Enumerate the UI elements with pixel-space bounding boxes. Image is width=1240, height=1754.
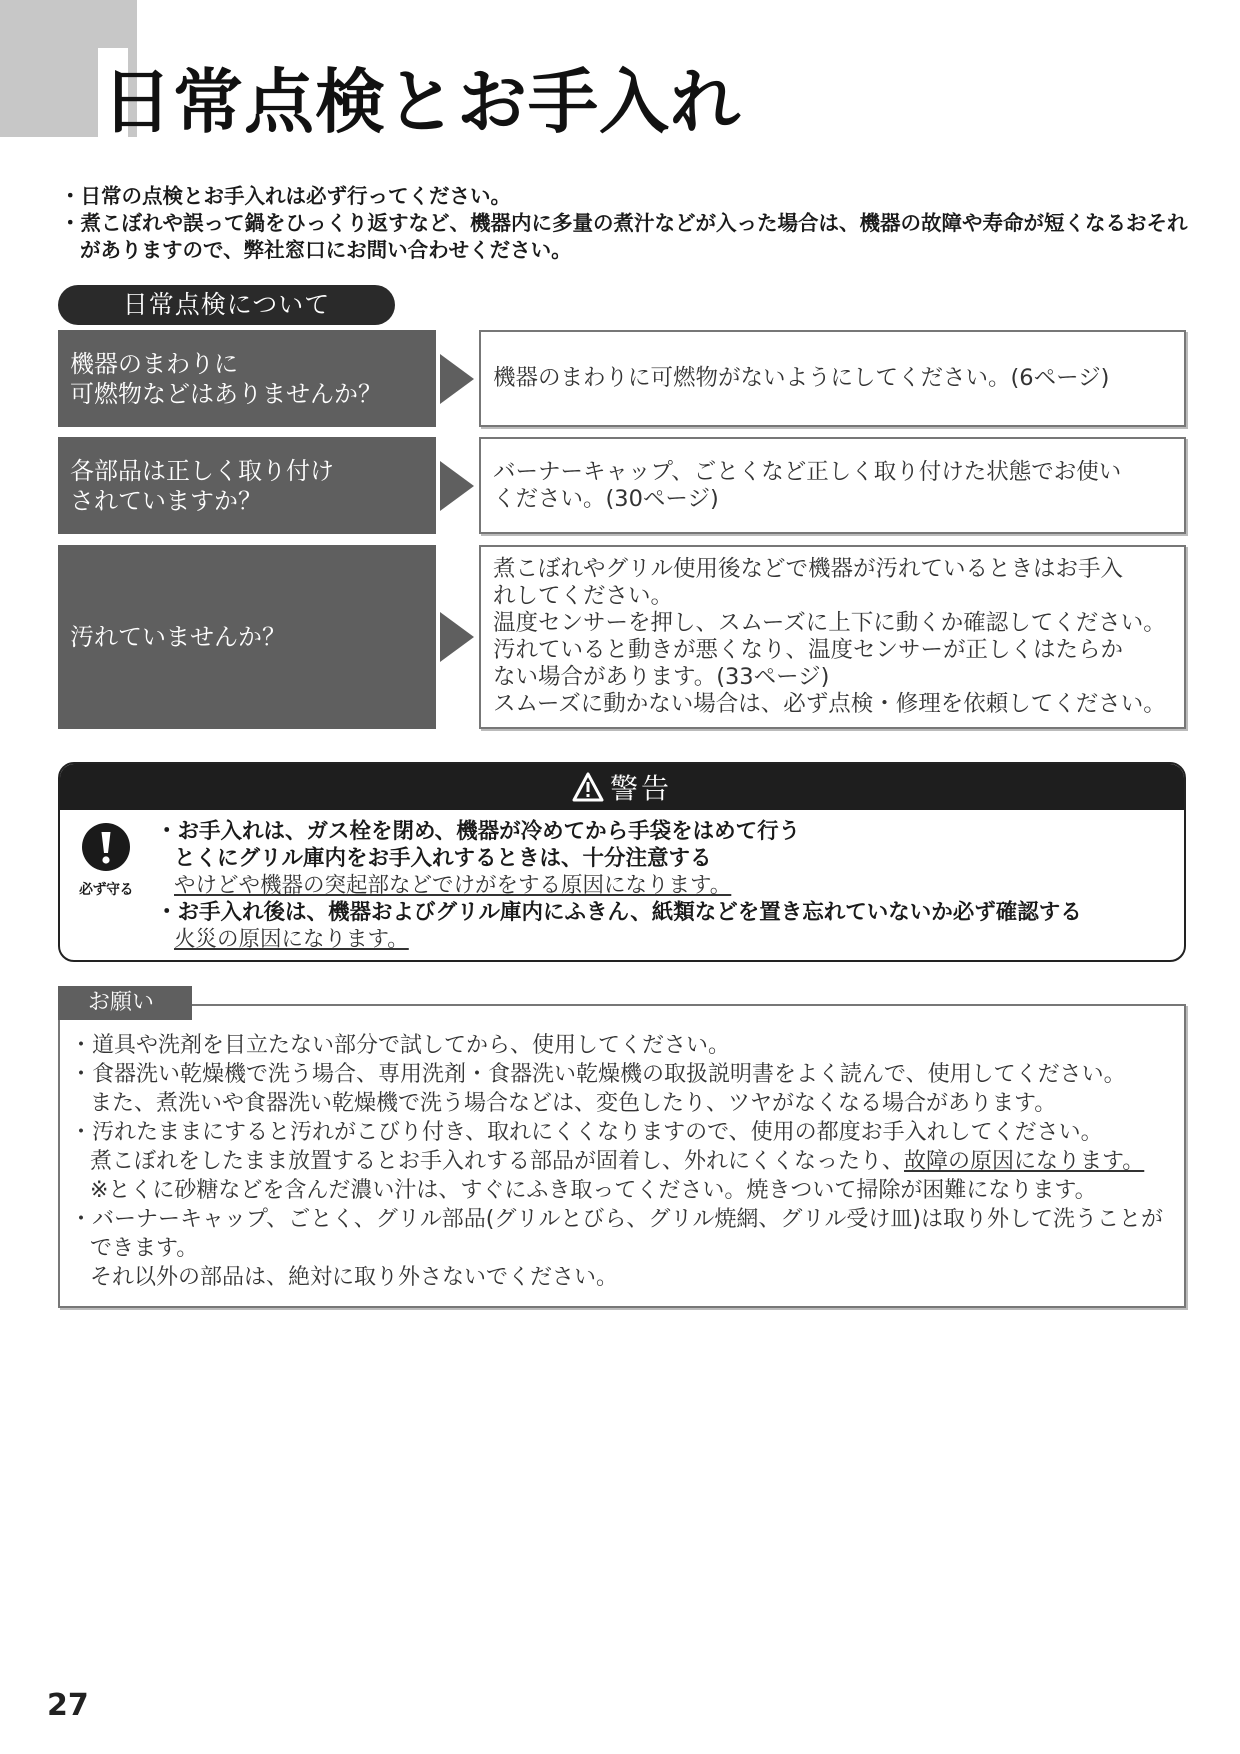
page-number: 27: [47, 1688, 89, 1723]
answer-line: 汚れていると動きが悪くなり、温度センサーが正しくはたらか: [493, 637, 1124, 663]
warning-note: やけどや機器の突起部などでけがをする原因になります。: [174, 873, 732, 898]
page-title: 日常点検とお手入れ: [98, 48, 741, 156]
inspection-question: [58, 437, 436, 534]
answer-line: 温度センサーを押し、スムーズに上下に動くか確認してください。: [493, 610, 1166, 636]
arrow-right-icon: [440, 354, 474, 404]
warning-line: ・お手入れは、ガス栓を閉め、機器が冷めてから手袋をはめて行う: [156, 819, 801, 844]
inspection-answer: [479, 330, 1186, 427]
request-text: 煮こぼれをしたまま放置するとお手入れする部品が固着し、外れにくくなったり、: [90, 1149, 905, 1174]
request-item-continuation: [70, 1147, 1174, 1176]
inspection-answer: [479, 545, 1186, 729]
question-line: されていますか？: [70, 486, 262, 515]
request-item-continuation: また、煮洗いや食器洗い乾燥機で洗う場合などは、変色したり、ツヤがなくなる場合があります。: [90, 1091, 1057, 1116]
request-item: ・道具や洗剤を目立たない部分で試してから、使用してください。: [70, 1033, 731, 1058]
exclamation-circle-icon: [81, 822, 131, 872]
question-line: 可燃物などはありませんか？: [70, 379, 382, 408]
answer-line: 煮こぼれやグリル使用後などで機器が汚れているときはお手入: [493, 556, 1124, 582]
mandatory-mark: [74, 822, 138, 899]
question-line: 機器のまわりに: [70, 349, 238, 378]
answer-line: 機器のまわりに可燃物がないようにしてください。(6ページ): [493, 365, 1110, 391]
inspection-row: [58, 330, 1186, 427]
warning-line: とくにグリル庫内をお手入れするときは、十分注意する: [174, 846, 712, 871]
warning-body: [156, 818, 1174, 953]
request-list: [70, 1031, 1174, 1292]
arrow-right-icon: [440, 461, 474, 511]
warning-heading: 警告: [609, 772, 672, 805]
inspection-row: [58, 545, 1186, 729]
intro-note: ・煮こぼれや誤って鍋をひっくり返すなど、機器内に多量の煮汁などが入った場合は、機器の故障や寿命が短くなるおそれがありますので、弊社窓口にお問い合わせください。: [60, 211, 1188, 262]
request-underline: 故障の原因になります。: [904, 1149, 1145, 1174]
inspection-answer: [479, 437, 1186, 534]
intro-note: ・日常の点検とお手入れは必ず行ってください。: [60, 184, 511, 208]
inspection-heading: 日常点検について: [58, 285, 395, 325]
warning-line: ・お手入れ後は、機器およびグリル庫内にふきん、紙類などを置き忘れていないか必ず確認する: [156, 900, 1082, 925]
question-line: 汚れていませんか？: [70, 623, 286, 651]
request-item-continuation: ※とくに砂糖などを含んだ濃い汁は、すぐにふき取ってください。焼きついて掃除が困難になります。: [90, 1178, 1097, 1203]
question-line: 各部品は正しく取り付け: [70, 456, 334, 485]
arrow-right-icon: [440, 612, 474, 662]
mandatory-label: 必ず守る: [79, 882, 133, 898]
request-item: ・バーナーキャップ、ごとく、グリル部品(グリルとびら、グリル焼網、グリル受け皿)は取り外して洗うことができます。: [70, 1207, 1163, 1261]
answer-line: ない場合があります。(33ページ): [493, 664, 830, 690]
request-item-continuation: それ以外の部品は、絶対に取り外さないでください。: [90, 1265, 619, 1290]
answer-line: れしてください。: [493, 583, 674, 609]
intro-notes: [60, 183, 1190, 264]
warning-box: [58, 762, 1186, 962]
inspection-question: [58, 545, 436, 729]
answer-line: スムーズに動かない場合は、必ず点検・修理を依頼してください。: [493, 691, 1166, 717]
request-heading: お願い: [58, 986, 192, 1020]
request-item: ・食器洗い乾燥機で洗う場合、専用洗剤・食器洗い乾燥機の取扱説明書をよく読んで、使用してください。: [70, 1062, 1126, 1087]
answer-line: ください。(30ページ): [493, 485, 719, 512]
inspection-row: [58, 437, 1186, 534]
warning-note: 火災の原因になります。: [174, 927, 409, 952]
warning-header: [60, 764, 1184, 810]
request-box: [58, 1004, 1186, 1308]
request-item: ・汚れたままにすると汚れがこびり付き、取れにくくなりますので、使用の都度お手入れしてください。: [70, 1120, 1103, 1145]
inspection-question: [58, 330, 436, 427]
answer-line: バーナーキャップ、ごとくなど正しく取り付けた状態でお使い: [493, 458, 1122, 485]
warning-triangle-icon: [572, 772, 604, 802]
